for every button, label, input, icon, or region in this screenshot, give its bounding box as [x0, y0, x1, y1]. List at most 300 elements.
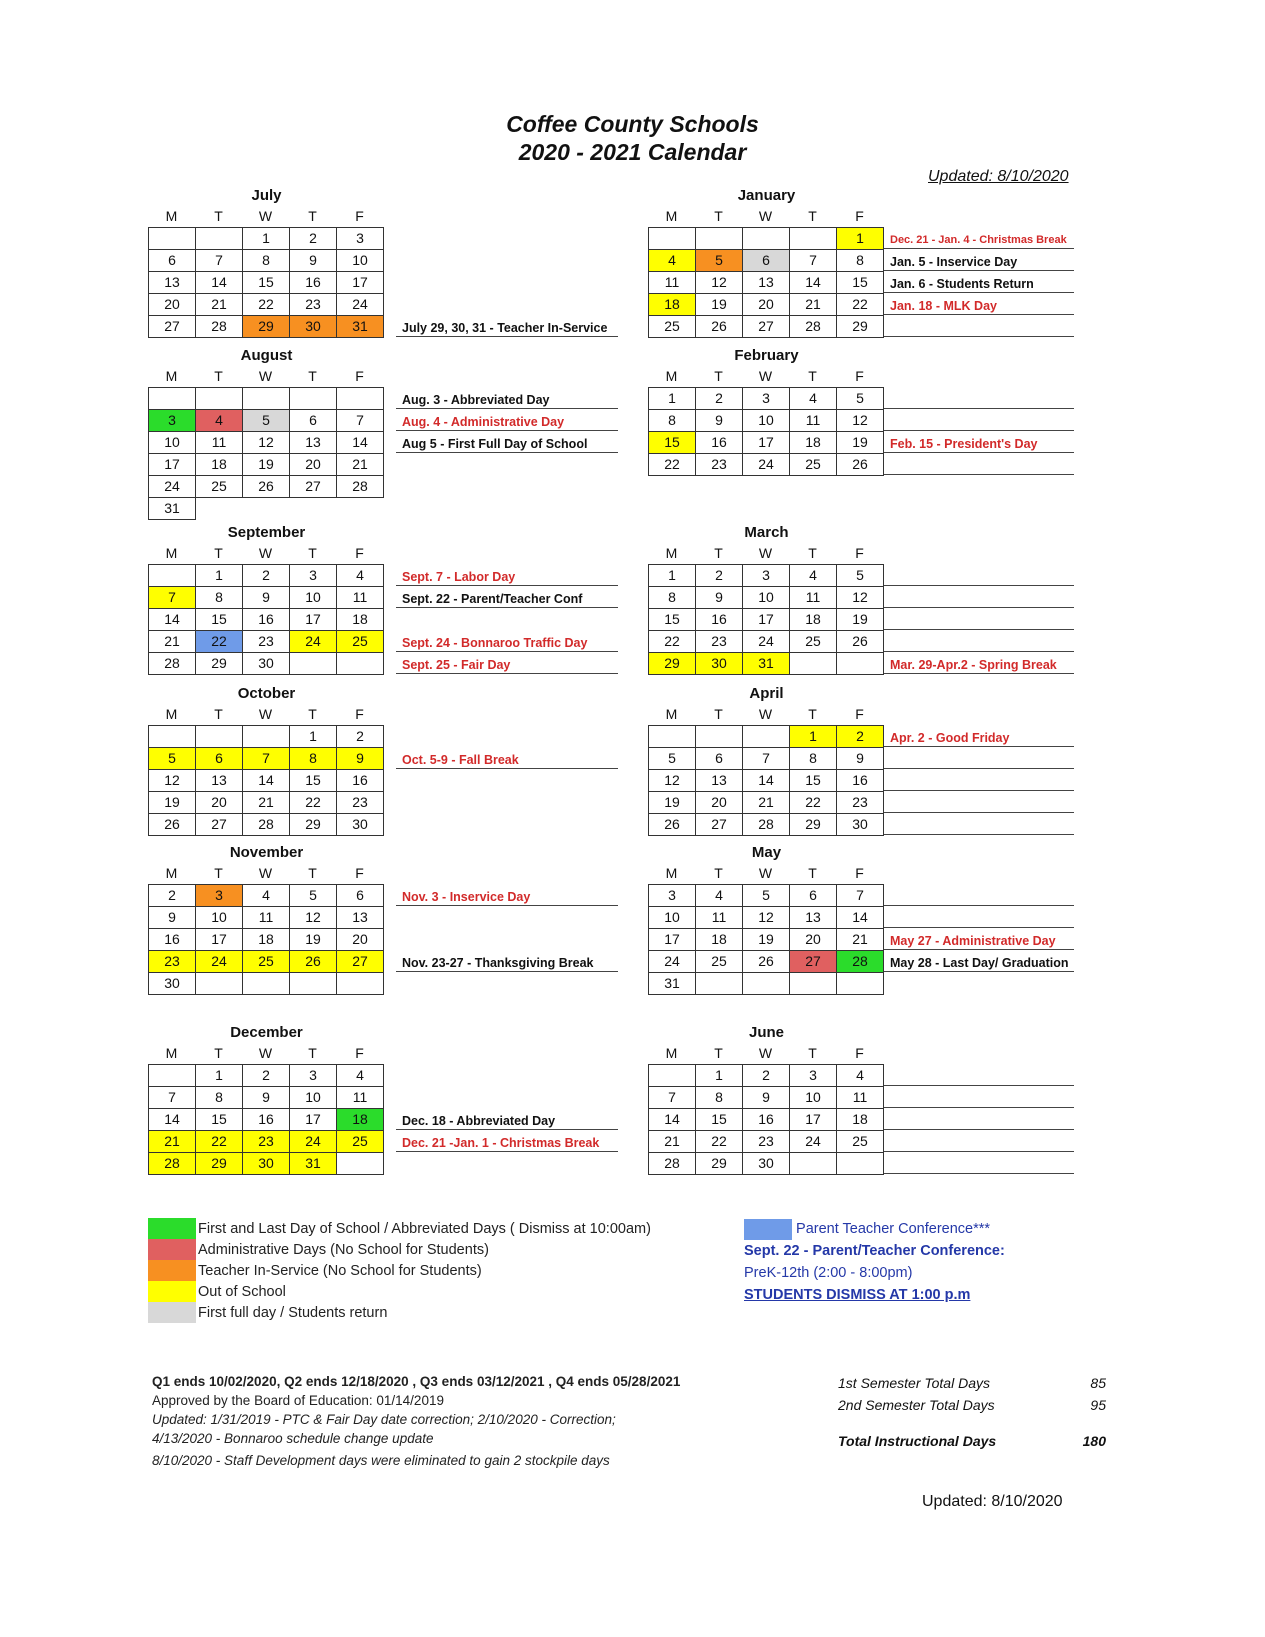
- day-cell: 20: [743, 294, 790, 316]
- day-cell: 3: [743, 388, 790, 410]
- day-cell: 7: [196, 250, 243, 272]
- day-cell: 16: [837, 770, 884, 792]
- weekday-label: T: [214, 865, 223, 881]
- day-cell: 27: [790, 951, 837, 973]
- note-line: Aug. 4 - Administrative Day: [396, 409, 618, 431]
- note-line: Sept. 25 - Fair Day: [396, 652, 618, 674]
- note-line: [884, 747, 1074, 769]
- day-cell: 18: [790, 432, 837, 454]
- note-line: Mar. 29-Apr.2 - Spring Break: [884, 652, 1074, 674]
- day-cell: 3: [290, 565, 337, 587]
- day-cell: 26: [649, 814, 696, 836]
- day-cell: 25: [790, 454, 837, 476]
- day-cell: 28: [337, 476, 384, 498]
- month-march: [648, 523, 885, 675]
- weekday-label: W: [258, 545, 273, 561]
- day-cell: 26: [149, 814, 196, 836]
- day-cell: 24: [743, 631, 790, 653]
- note-line: [884, 884, 1074, 906]
- day-cell: 2: [337, 726, 384, 748]
- day-cell: 23: [243, 631, 290, 653]
- day-cell: 12: [837, 410, 884, 432]
- day-cell: 30: [696, 653, 743, 675]
- day-cell: 3: [649, 885, 696, 907]
- weekday-label: T: [808, 208, 817, 224]
- day-cell: 25: [243, 951, 290, 973]
- day-cell: [337, 388, 384, 410]
- day-cell: [149, 565, 196, 587]
- weekday-label: T: [308, 1045, 317, 1061]
- note-line: Dec. 21 -Jan. 1 - Christmas Break: [396, 1130, 618, 1152]
- day-cell: 7: [337, 410, 384, 432]
- legend-swatch-yellow: [148, 1281, 196, 1302]
- day-cell: 17: [649, 929, 696, 951]
- day-cell: 2: [837, 726, 884, 748]
- day-cell: 4: [243, 885, 290, 907]
- weekday-label: T: [308, 706, 317, 722]
- note-line: [884, 315, 1074, 337]
- day-cell: 8: [696, 1087, 743, 1109]
- day-cell: 3: [290, 1065, 337, 1087]
- day-cell: 19: [243, 454, 290, 476]
- day-cell: 31: [743, 653, 790, 675]
- weekday-label: F: [855, 368, 864, 384]
- day-cell: [743, 726, 790, 748]
- weekday-label: F: [355, 706, 364, 722]
- legend-label: Administrative Days (No School for Students): [198, 1241, 489, 1258]
- note-line: Sept. 7 - Labor Day: [396, 564, 618, 586]
- note-line: Sept. 24 - Bonnaroo Traffic Day: [396, 630, 618, 652]
- day-cell: 19: [837, 609, 884, 631]
- note-line: May 27 - Administrative Day: [884, 928, 1074, 950]
- day-cell: 28: [790, 316, 837, 338]
- month-grid: [648, 1064, 884, 1175]
- day-cell: 28: [649, 1153, 696, 1175]
- day-cell: 22: [196, 631, 243, 653]
- day-cell: 15: [696, 1109, 743, 1131]
- day-cell: 15: [837, 272, 884, 294]
- month-december: [148, 1023, 385, 1175]
- day-cell: 16: [243, 609, 290, 631]
- weekday-label: M: [665, 545, 678, 561]
- day-cell: 14: [743, 770, 790, 792]
- day-cell: 28: [243, 814, 290, 836]
- weekday-header: [148, 1043, 385, 1064]
- day-cell: 8: [196, 1087, 243, 1109]
- day-cell: [790, 1153, 837, 1175]
- day-cell: 14: [149, 1109, 196, 1131]
- day-cell: 17: [743, 609, 790, 631]
- day-cell: 11: [696, 907, 743, 929]
- legend-row: [148, 1239, 651, 1260]
- day-cell: 12: [149, 770, 196, 792]
- month-november: [148, 843, 385, 995]
- legend-label: Teacher In-Service (No School for Students): [198, 1262, 482, 1279]
- day-cell: 21: [337, 454, 384, 476]
- weekday-label: W: [258, 1045, 273, 1061]
- day-cell: 10: [743, 410, 790, 432]
- ptc-line1: Sept. 22 - Parent/Teacher Conference:: [744, 1243, 1005, 1259]
- note-line: [884, 791, 1074, 813]
- weekday-label: T: [714, 706, 723, 722]
- day-cell: [290, 653, 337, 675]
- updates-text-3: 8/10/2020 - Staff Development days were eliminated to gain 2 stockpile days: [152, 1453, 610, 1468]
- day-cell: 17: [290, 1109, 337, 1131]
- weekday-label: T: [808, 706, 817, 722]
- day-cell: 24: [196, 951, 243, 973]
- day-cell: 7: [149, 587, 196, 609]
- note-line: [884, 769, 1074, 791]
- approved-text: Approved by the Board of Education: 01/14/2019: [152, 1393, 444, 1408]
- day-cell: 17: [149, 454, 196, 476]
- note-line: [884, 1064, 1074, 1086]
- weekday-label: T: [808, 368, 817, 384]
- day-cell: 17: [743, 432, 790, 454]
- weekday-label: T: [808, 1045, 817, 1061]
- weekday-label: T: [714, 208, 723, 224]
- day-cell: 10: [149, 432, 196, 454]
- day-cell: 12: [290, 907, 337, 929]
- day-cell: 6: [790, 885, 837, 907]
- weekday-label: M: [165, 706, 178, 722]
- day-cell: 30: [243, 1153, 290, 1175]
- day-cell: 31: [337, 316, 384, 338]
- weekday-label: W: [758, 545, 773, 561]
- day-cell: 11: [337, 1087, 384, 1109]
- day-cell: 24: [149, 476, 196, 498]
- day-cell: 30: [149, 973, 196, 995]
- month-february: [648, 346, 885, 476]
- day-cell: 7: [790, 250, 837, 272]
- note-line: [884, 564, 1074, 586]
- day-cell: 29: [837, 316, 884, 338]
- weekday-label: W: [258, 706, 273, 722]
- note-line: [884, 387, 1074, 409]
- day-cell: 24: [337, 294, 384, 316]
- day-cell: 25: [790, 631, 837, 653]
- day-cell: 23: [743, 1131, 790, 1153]
- day-cell: 11: [837, 1087, 884, 1109]
- day-cell: 2: [696, 388, 743, 410]
- day-cell: [196, 726, 243, 748]
- day-cell: 2: [743, 1065, 790, 1087]
- weekday-header: [148, 863, 385, 884]
- note-line: Jan. 6 - Students Return: [884, 271, 1074, 293]
- day-cell: [743, 228, 790, 250]
- note-line: [884, 409, 1074, 431]
- day-cell: [337, 973, 384, 995]
- month-grid: [648, 387, 884, 476]
- day-cell: [337, 1153, 384, 1175]
- weekday-label: T: [214, 208, 223, 224]
- day-cell: 22: [837, 294, 884, 316]
- weekday-label: W: [258, 208, 273, 224]
- day-cell: 6: [196, 748, 243, 770]
- weekday-label: M: [665, 368, 678, 384]
- weekday-label: T: [714, 545, 723, 561]
- day-cell: 27: [196, 814, 243, 836]
- legend-swatch-orange: [148, 1260, 196, 1281]
- day-cell: 1: [649, 565, 696, 587]
- day-cell: 4: [649, 250, 696, 272]
- note-line: May 28 - Last Day/ Graduation: [884, 950, 1074, 972]
- day-cell: 14: [196, 272, 243, 294]
- day-cell: 2: [243, 1065, 290, 1087]
- weekday-header: [148, 543, 385, 564]
- day-cell: [790, 973, 837, 995]
- day-cell: 22: [290, 792, 337, 814]
- day-cell: 30: [337, 814, 384, 836]
- day-cell: 18: [837, 1109, 884, 1131]
- day-cell: 16: [149, 929, 196, 951]
- weekday-label: F: [855, 1045, 864, 1061]
- day-cell: 31: [290, 1153, 337, 1175]
- day-cell: [790, 653, 837, 675]
- day-cell: 1: [837, 228, 884, 250]
- day-cell: 15: [196, 609, 243, 631]
- legend-swatch-blue: [744, 1219, 792, 1240]
- weekday-label: F: [855, 706, 864, 722]
- day-cell: 30: [743, 1153, 790, 1175]
- day-cell: 20: [696, 792, 743, 814]
- day-cell: 23: [837, 792, 884, 814]
- day-cell: 12: [743, 907, 790, 929]
- day-cell: 12: [243, 432, 290, 454]
- day-cell: 8: [196, 587, 243, 609]
- weekday-label: W: [258, 865, 273, 881]
- day-cell: 18: [649, 294, 696, 316]
- day-cell: 21: [837, 929, 884, 951]
- day-cell: 24: [290, 631, 337, 653]
- note-line: Feb. 15 - President's Day: [884, 431, 1074, 453]
- day-cell: 27: [149, 316, 196, 338]
- day-cell: 1: [243, 228, 290, 250]
- legend-row: [148, 1218, 651, 1239]
- month-january: [648, 186, 885, 338]
- day-cell: 9: [743, 1087, 790, 1109]
- day-cell: 15: [243, 272, 290, 294]
- day-cell: [837, 653, 884, 675]
- weekday-label: T: [214, 545, 223, 561]
- day-cell: [649, 1065, 696, 1087]
- day-cell: 27: [743, 316, 790, 338]
- sem1-label: 1st Semester Total Days: [838, 1375, 990, 1391]
- note-line: [884, 453, 1074, 475]
- month-may: [648, 843, 885, 995]
- month-name: May: [751, 844, 782, 861]
- note-line: [884, 1086, 1074, 1108]
- weekday-header: [148, 704, 385, 725]
- month-name: September: [227, 524, 306, 541]
- day-cell: 26: [837, 454, 884, 476]
- day-cell: [243, 973, 290, 995]
- weekday-label: F: [855, 865, 864, 881]
- totals-row: [838, 1372, 1106, 1394]
- day-cell: 2: [243, 565, 290, 587]
- month-grid: [148, 725, 384, 836]
- day-cell: 13: [790, 907, 837, 929]
- weekday-label: M: [165, 208, 178, 224]
- day-cell: 17: [290, 609, 337, 631]
- day-cell: 13: [696, 770, 743, 792]
- weekday-label: F: [355, 1045, 364, 1061]
- note-line: Oct. 5-9 - Fall Break: [396, 747, 618, 769]
- day-cell: 24: [290, 1131, 337, 1153]
- day-cell: 13: [290, 432, 337, 454]
- day-cell: 11: [790, 410, 837, 432]
- day-cell: 5: [149, 748, 196, 770]
- note-line: [884, 608, 1074, 630]
- month-april: [648, 684, 885, 836]
- day-cell: 5: [743, 885, 790, 907]
- weekday-label: T: [808, 865, 817, 881]
- day-cell: 3: [196, 885, 243, 907]
- day-cell: 10: [290, 587, 337, 609]
- weekday-label: T: [308, 545, 317, 561]
- ptc-legend-row: [744, 1218, 1005, 1240]
- legend-label: First and Last Day of School / Abbreviated Days ( Dismiss at 10:00am): [198, 1220, 651, 1237]
- day-cell: 9: [243, 587, 290, 609]
- day-cell: 9: [149, 907, 196, 929]
- weekday-label: F: [355, 208, 364, 224]
- day-cell: [649, 726, 696, 748]
- weekday-label: M: [165, 545, 178, 561]
- day-cell: [290, 973, 337, 995]
- day-cell: 9: [696, 410, 743, 432]
- day-cell: 20: [196, 792, 243, 814]
- day-cell: 15: [649, 609, 696, 631]
- weekday-header: [648, 366, 885, 387]
- day-cell: 1: [649, 388, 696, 410]
- day-cell: 11: [337, 587, 384, 609]
- note-line: [884, 906, 1074, 928]
- note-line: Aug 5 - First Full Day of School: [396, 431, 618, 453]
- day-cell: 5: [696, 250, 743, 272]
- note-line: July 29, 30, 31 - Teacher In-Service: [396, 315, 618, 337]
- totals: [838, 1372, 1106, 1452]
- day-cell: 4: [790, 388, 837, 410]
- day-cell: [337, 653, 384, 675]
- day-cell: 15: [790, 770, 837, 792]
- day-cell: 4: [196, 410, 243, 432]
- day-cell: 13: [196, 770, 243, 792]
- month-july: [148, 186, 385, 338]
- day-cell: 27: [696, 814, 743, 836]
- day-cell: [149, 726, 196, 748]
- day-cell: 16: [290, 272, 337, 294]
- day-cell: 21: [149, 1131, 196, 1153]
- legend-label: First full day / Students return: [198, 1304, 388, 1321]
- legend-row: [148, 1260, 651, 1281]
- month-grid: [648, 725, 884, 836]
- day-cell: 6: [337, 885, 384, 907]
- day-cell: 15: [196, 1109, 243, 1131]
- weekday-header: [648, 1043, 885, 1064]
- note-line: [884, 630, 1074, 652]
- totals-row: [838, 1430, 1106, 1452]
- day-cell: [837, 1153, 884, 1175]
- day-cell: 5: [243, 410, 290, 432]
- ptc-info: [744, 1218, 1005, 1306]
- note-line: Dec. 21 - Jan. 4 - Christmas Break: [884, 227, 1074, 249]
- day-cell: 27: [290, 476, 337, 498]
- month-name: January: [737, 187, 796, 204]
- note-line: [884, 813, 1074, 835]
- month-name: December: [230, 1024, 303, 1041]
- month-grid: [148, 564, 384, 675]
- month-name: June: [748, 1024, 784, 1041]
- totals-row: [838, 1394, 1106, 1416]
- day-cell: 10: [649, 907, 696, 929]
- day-cell: 6: [290, 410, 337, 432]
- sem2-value: 95: [1090, 1397, 1106, 1413]
- day-cell: 3: [337, 228, 384, 250]
- day-cell: 28: [196, 316, 243, 338]
- weekday-header: [148, 206, 385, 227]
- day-cell: 10: [290, 1087, 337, 1109]
- day-cell: 23: [243, 1131, 290, 1153]
- day-cell: 18: [337, 1109, 384, 1131]
- weekday-label: T: [308, 865, 317, 881]
- day-cell: [649, 228, 696, 250]
- day-cell: 13: [337, 907, 384, 929]
- day-cell: 20: [337, 929, 384, 951]
- note-line: Nov. 3 - Inservice Day: [396, 884, 618, 906]
- day-cell: [149, 1065, 196, 1087]
- weekday-label: T: [214, 1045, 223, 1061]
- day-cell: 21: [196, 294, 243, 316]
- day-cell: 12: [696, 272, 743, 294]
- day-cell: 26: [243, 476, 290, 498]
- day-cell: 1: [196, 1065, 243, 1087]
- day-cell: 26: [743, 951, 790, 973]
- day-cell: 21: [243, 792, 290, 814]
- day-cell: 20: [790, 929, 837, 951]
- weekday-label: F: [355, 865, 364, 881]
- day-cell: 8: [790, 748, 837, 770]
- day-cell: 26: [837, 631, 884, 653]
- weekday-header: [648, 863, 885, 884]
- day-cell: 16: [743, 1109, 790, 1131]
- day-cell: 5: [649, 748, 696, 770]
- day-cell: 31: [149, 498, 196, 520]
- weekday-label: T: [714, 865, 723, 881]
- ptc-label: Parent Teacher Conference***: [796, 1221, 991, 1237]
- day-cell: 29: [243, 316, 290, 338]
- day-cell: 22: [696, 1131, 743, 1153]
- day-cell: 16: [696, 432, 743, 454]
- month-name: October: [237, 685, 296, 702]
- day-cell: 24: [649, 951, 696, 973]
- month-name: February: [734, 347, 799, 364]
- total-label: Total Instructional Days: [838, 1433, 997, 1449]
- weekday-label: W: [758, 865, 773, 881]
- day-cell: 25: [837, 1131, 884, 1153]
- day-cell: 21: [743, 792, 790, 814]
- day-cell: [243, 388, 290, 410]
- day-cell: 8: [649, 587, 696, 609]
- day-cell: 24: [790, 1131, 837, 1153]
- month-name: April: [749, 685, 784, 702]
- day-cell: 7: [649, 1087, 696, 1109]
- day-cell: 1: [290, 726, 337, 748]
- day-cell: [790, 228, 837, 250]
- day-cell: 1: [696, 1065, 743, 1087]
- day-cell: 7: [743, 748, 790, 770]
- day-cell: 10: [790, 1087, 837, 1109]
- day-cell: 18: [196, 454, 243, 476]
- footer-notes: [152, 1372, 680, 1470]
